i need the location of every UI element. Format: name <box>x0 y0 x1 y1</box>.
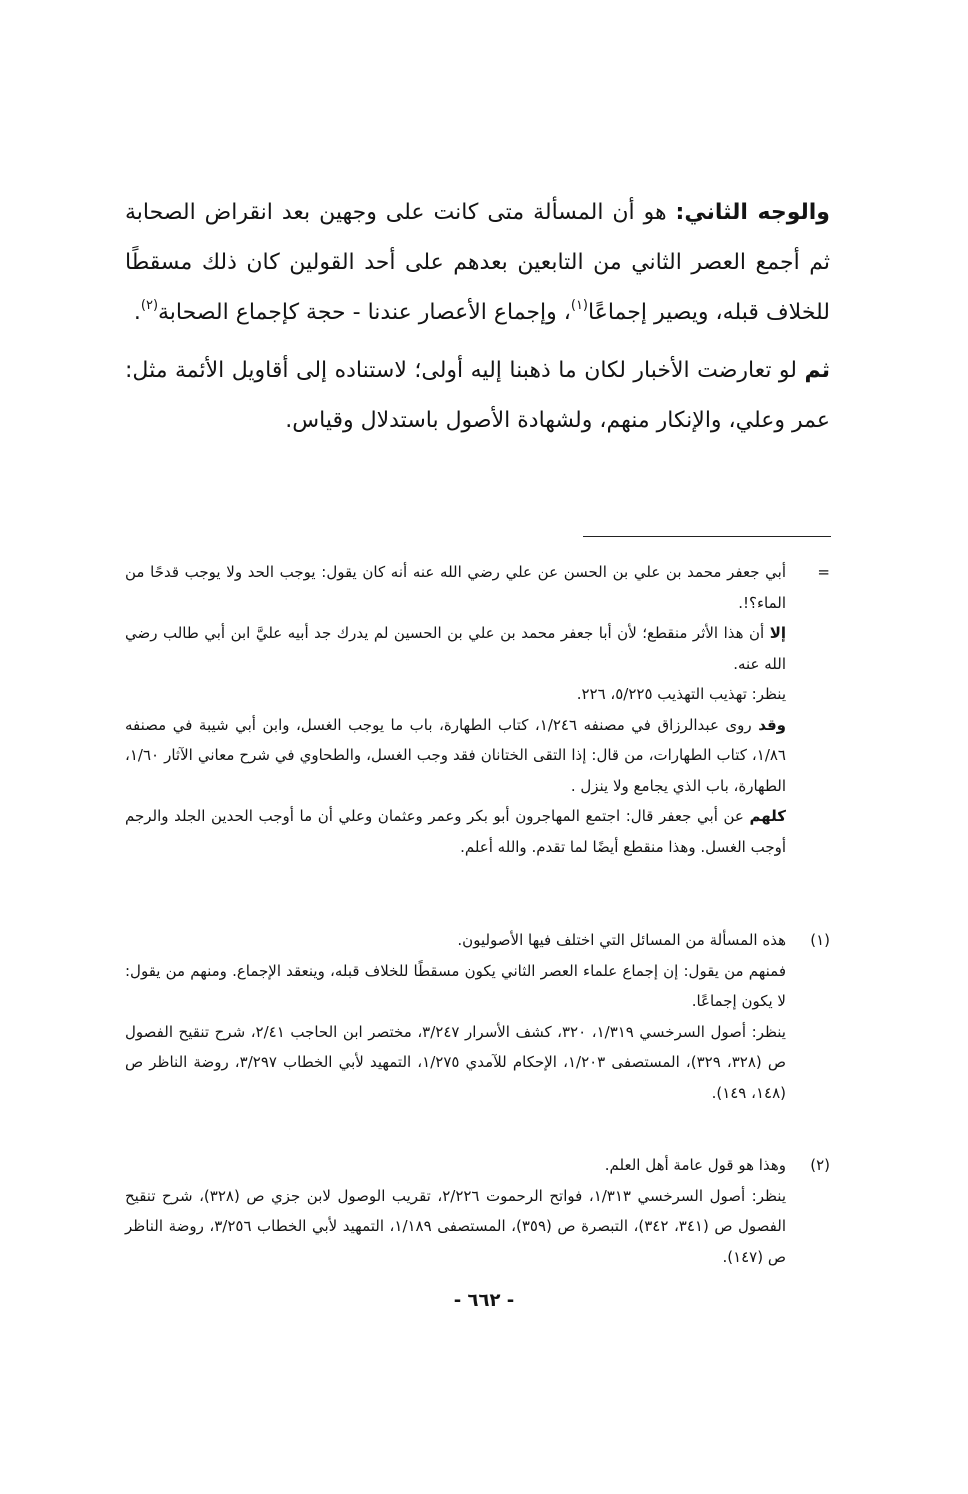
paragraph-lead: ثم <box>804 358 830 383</box>
footnote-lead: كلهم <box>749 807 786 825</box>
footnote-line <box>125 710 786 802</box>
footnote-line: هذه المسألة من المسائل التي اختلف فيها الأصوليون. <box>457 931 786 949</box>
footnote-ref-2[interactable]: (٢) <box>140 297 159 313</box>
footnote-line: فمنهم من يقول: إن إجماع علماء العصر الثاني يكون مسقطًا للخلاف قبله، وينعقد الإجماع. ومنهم من يقول: لا يكون إجماعًا. <box>125 961 786 1010</box>
footnote-line <box>125 801 786 862</box>
paragraph-text: ، وإجماع الأعصار عندنا - حجة كإجماع الصحابة <box>158 300 571 325</box>
page-number: - ٦٦٢ - <box>453 1290 515 1311</box>
footnote-line: وهذا هو قول عامة أهل العلم. <box>604 1156 786 1174</box>
footnote-number: (٢) <box>810 1156 830 1174</box>
paragraph-second-aspect <box>125 188 830 338</box>
footnote-text: أن هذا الأثر منقطع؛ لأن أبا جعفر محمد بن علي بن الحسين لم يدرك جد أبيه عليَّ ابن أبي طالب رضي الله عنه. <box>125 624 786 673</box>
paragraph-text: . <box>133 300 141 325</box>
footnote-line: ينظر: أصول السرخسي ١/٣١٣، فواتح الرحموت ٢/٢٢٦، تقريب الوصول لابن جزي ص (٣٢٨)، شرح تنقيح الفصول ص (٣٤١، ٣٤٢)، التبصرة ص (٣٥٩)، المستصفى ١/١٨٩، التمهيد لأبي الخطاب ٣/٢٥٦، روضة الناظر ص (١٤٧). <box>125 1186 787 1266</box>
footnote-text: روى عبدالرزاق في مصنفه ١/٢٤٦، كتاب الطهارة، باب ما يوجب الغسل، وابن أبي شيبة في مصنفه ١/٨٦، كتاب الطهارات، من قال: إذا التقى الختانان فقد وجب الغسل، والطحاوي في شرح معاني الآثار ١/٦٠، الطهارة، باب الذي يجامع ولا ينزل . <box>125 715 786 795</box>
footnote-1 <box>125 925 830 1108</box>
footnote-number: (١) <box>810 931 830 949</box>
paragraph-text: لو تعارضت الأخبار لكان ما ذهبنا إليه أولى؛ لاستناده إلى أقاويل الأئمة مثل: عمر وعلي، والإنكار منهم، ولشهادة الأصول باستدلال وقياس. <box>125 358 830 433</box>
footnote-lead: وقد <box>758 715 786 734</box>
footnote-2 <box>125 1150 830 1272</box>
main-text <box>125 188 830 446</box>
footnote-separator <box>583 536 831 537</box>
footnote-line: أبي جعفر محمد بن علي بن الحسن عن علي رضي الله عنه أنه كان يقول: يوجب الحد ولا يوجب قدحًا من الماء؟!. <box>125 563 786 612</box>
footnote-line <box>125 618 786 679</box>
footnote-line: ينظر: تهذيب التهذيب ٥/٢٢٥، ٢٢٦. <box>576 685 786 703</box>
paragraph-text: هو أن المسألة متى كانت على وجهين بعد انقراض الصحابة ثم أجمع العصر الثاني من التابعين بعدهم على أحد القولين كان ذلك مسقطًا للخلاف قبله، ويصير إجماعًا <box>125 200 830 325</box>
footnote-line: ينظر: أصول السرخسي ١/٣١٩، ٣٢٠، كشف الأسرار ٣/٢٤٧، مختصر ابن الحاجب ٢/٤١، شرح تنقيح الفصول ص (٣٢٨، ٣٢٩)، المستصفى ١/٢٠٣، الإحكام للآمدي ١/٢٧٥، التمهيد لأبي الخطاب ٣/٢٩٧، روضة الناظر ص (١٤٨، ١٤٩). <box>125 1022 787 1102</box>
footnote-ref-1[interactable]: (١) <box>570 297 588 313</box>
continuation-mark: = <box>817 563 830 581</box>
footnote-continuation <box>125 557 830 862</box>
footnote-text: عن أبي جعفر قال: اجتمع المهاجرون أبو بكر وعمر وعثمان وعلي أن ما أوجب الحدين الجلد والرجم أوجب الغسل. وهذا منقطع أيضًا لما تقدم. والله أعلم. <box>125 807 786 856</box>
paragraph-lead: والوجه الثاني: <box>675 200 830 225</box>
footnote-lead: إلا <box>769 624 786 642</box>
paragraph-conflict <box>125 346 830 446</box>
